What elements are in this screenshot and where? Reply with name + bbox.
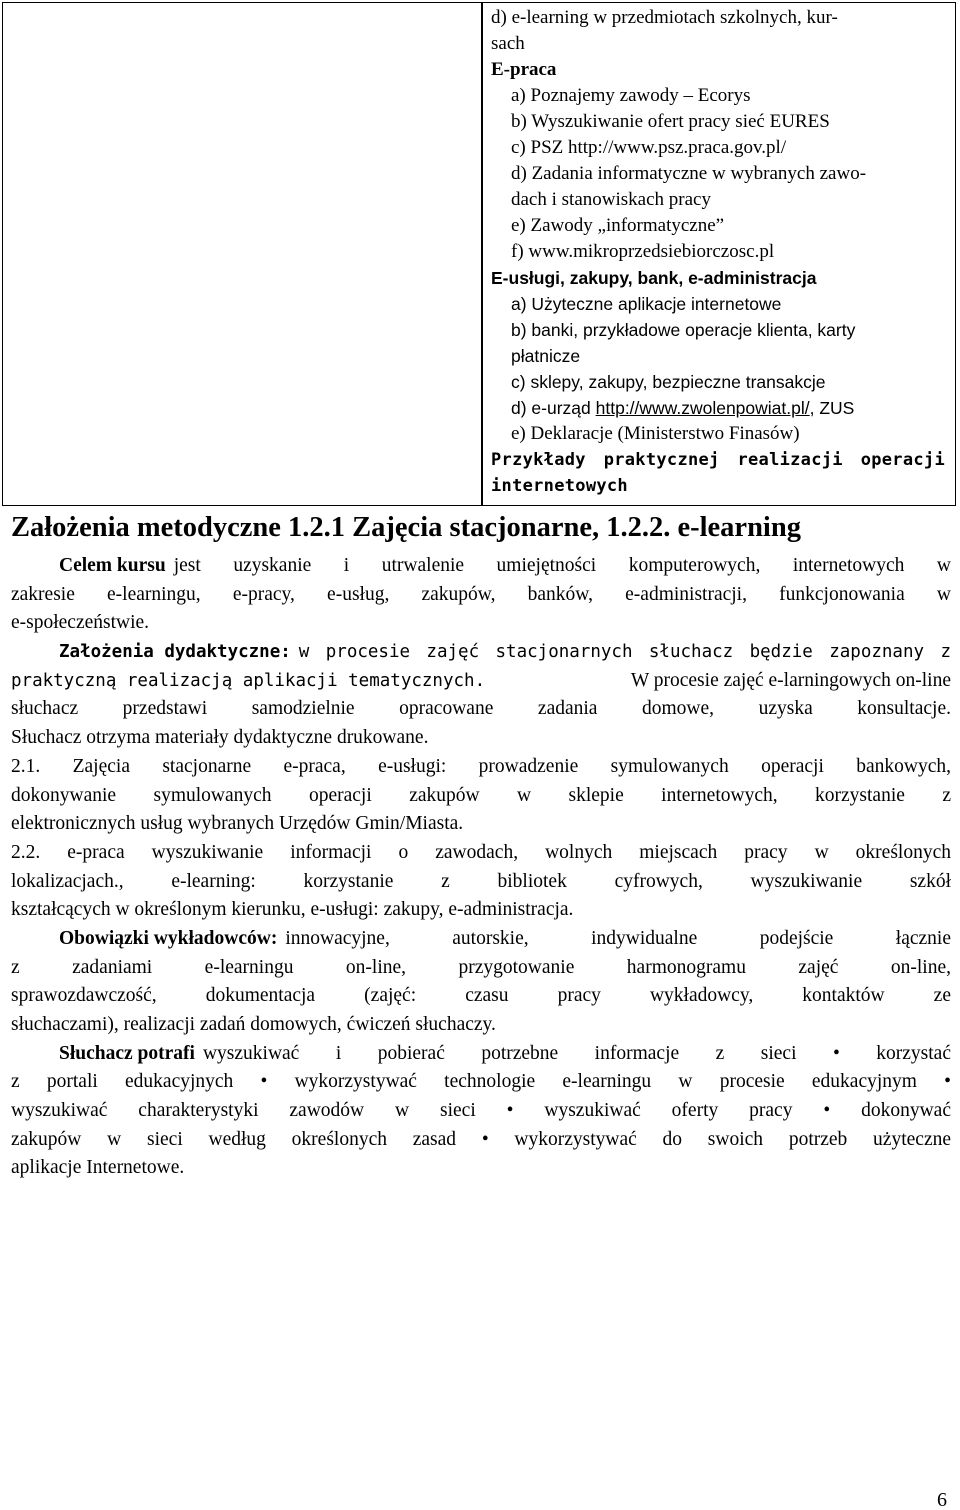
paragraph-line [11, 925, 951, 954]
paragraph-line [11, 667, 951, 696]
paragraph-text: praktyczną realizacją aplikacji tematycznych. [11, 670, 486, 691]
paragraph-line: aplikacje Internetowe. [11, 1157, 185, 1179]
paragraph-line: dokonywanie symulowanych operacji zakupów w sklepie internetowych, korzystanie z [11, 784, 951, 806]
list-item-eurzad [491, 395, 951, 421]
list-item: e) Deklaracje (Ministerstwo Finasów) [511, 423, 800, 444]
list-item: b) Wyszukiwanie ofert pracy sieć EURES [511, 111, 830, 132]
table-cell-empty [3, 3, 481, 505]
list-item: f) www.mikroprzedsiebiorczosc.pl [511, 241, 775, 262]
list-item: a) Poznajemy zawody – Ecorys [511, 85, 751, 106]
table-divider [481, 3, 483, 505]
page-number: 6 [937, 1489, 947, 1510]
list-item: c) sklepy, zakupy, bezpieczne transakcje [511, 372, 826, 392]
list-item-text: , ZUS [809, 398, 855, 418]
list-item: d) e-learning w przedmiotach szkolnych, kur- [491, 7, 838, 28]
paragraph-label: Obowiązki wykładowców: [59, 927, 278, 949]
paragraph-line [11, 638, 951, 667]
paragraph-line: zakresie e-learningu, e-pracy, e-usług, zakupów, banków, e-administracji, funkcjonowania w [11, 583, 951, 605]
list-item: e) Zawody „informatyczne” [511, 215, 725, 236]
paragraph-text: W procesie zajęć e-larningowych on-line [630, 669, 951, 691]
list-item: d) Zadania informatyczne w wybranych zawo- [511, 163, 867, 184]
section-heading-przyklady: Przykłady praktycznej realizacji operacji [491, 450, 945, 470]
paragraph-line: 2.1. Zajęcia stacjonarne e-praca, e-usługi: prowadzenie symulowanych operacji bankowych, [11, 755, 951, 777]
paragraph-line: zakupów w sieci według określonych zasad • wykorzystywać do swoich potrzeb użyteczne [11, 1128, 951, 1150]
paragraph-line: sprawozdawczość, dokumentacja (zajęć: czasu pracy wykładowcy, kontaktów ze [11, 985, 951, 1007]
paragraph-line: słuchaczami), realizacji zadań domowych, ćwiczeń słuchaczy. [11, 1014, 496, 1035]
paragraph-line: lokalizacjach., e-learning: korzystanie z bibliotek cyfrowych, wyszukiwanie szkół [11, 870, 951, 892]
list-item: płatnicze [511, 346, 581, 366]
list-item: c) PSZ http://www.psz.praca.gov.pl/ [511, 137, 787, 158]
paragraph-text: w procesie zajęć stacjonarnych słuchacz będzie zapoznany z [298, 642, 951, 663]
paragraph-line: wyszukiwać charakterystyki zawodów w sieci • wyszukiwać oferty pracy • dokonywać [11, 1100, 951, 1122]
paragraph-label: Celem kursu [59, 555, 166, 576]
paragraph-line: elektronicznych usług wybranych Urzędów Gmin/Miasta. [11, 813, 464, 835]
paragraph-line: Słuchacz otrzyma materiały dydaktyczne drukowane. [11, 727, 429, 749]
paragraph-line: 2.2. e-praca wyszukiwanie informacji o zawodach, wolnych miejscach pracy w określonych [11, 841, 951, 863]
body-text [11, 552, 951, 1183]
table-cell-content [491, 5, 951, 499]
section-heading-epraca: E-praca [491, 59, 557, 80]
paragraph-line [11, 552, 951, 581]
table [2, 2, 956, 506]
list-item: a) Użyteczne aplikacje internetowe [511, 294, 782, 314]
list-item: sach [491, 33, 525, 54]
section-heading-euslugi: E-usługi, zakupy, bank, e-administracja [491, 268, 817, 288]
paragraph-line: z portali edukacyjnych • wykorzystywać technologie e-learningu w procesie edukacyjnym • [11, 1071, 951, 1093]
paragraph-line: kształcących w określonym kierunku, e-usługi: zakupy, e-administracja. [11, 899, 574, 921]
paragraph-label: Założenia dydaktyczne: [59, 642, 291, 663]
section-heading-przyklady-cont: internetowych [491, 476, 628, 496]
zwolenpowiat-link[interactable]: http://www.zwolenpowiat.pl/ [595, 398, 810, 418]
list-item: b) banki, przykładowe operacje klienta, karty [511, 320, 856, 340]
paragraph-line [11, 1040, 951, 1069]
paragraph-line: e-społeczeństwie. [11, 612, 150, 634]
paragraph-line: słuchacz przedstawi samodzielnie opracowane zadania domowe, uzyska konsultacje. [11, 698, 951, 720]
paragraph-text: jest uzyskanie i utrwalenie umiejętności komputerowych, internetowych w [173, 555, 951, 576]
list-item-text: d) e-urząd [511, 398, 596, 418]
page-title: Założenia metodyczne 1.2.1 Zajęcia stacjonarne, 1.2.2. e-learning [11, 512, 801, 543]
paragraph-text: innowacyjne, autorskie, indywidualne podejście łącznie [285, 927, 951, 949]
paragraph-text: wyszukiwać i pobierać potrzebne informacje z sieci • korzystać [202, 1042, 951, 1064]
list-item: dach i stanowiskach pracy [511, 189, 711, 210]
paragraph-line: z zadaniami e-learningu on-line, przygotowanie harmonogramu zajęć on-line, [11, 956, 951, 978]
paragraph-label: Słuchacz potrafi [59, 1042, 195, 1064]
